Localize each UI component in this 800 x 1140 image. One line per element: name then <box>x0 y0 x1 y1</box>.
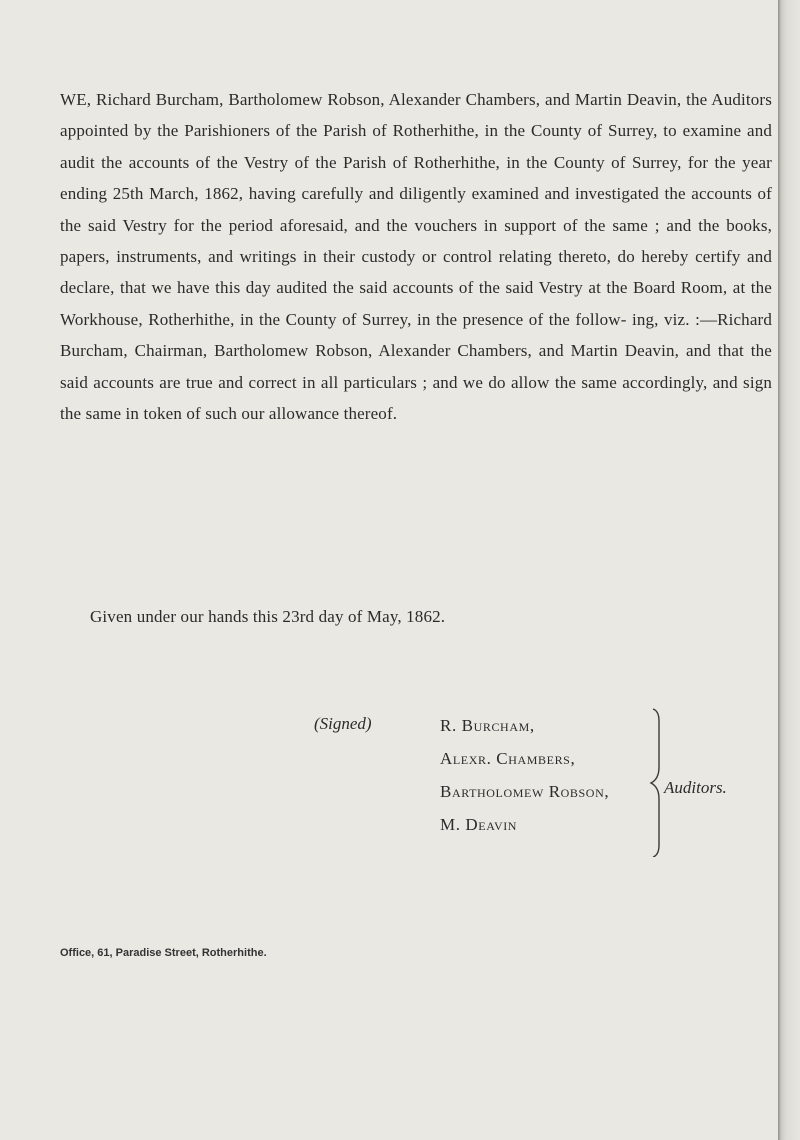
auditors-role-label: Auditors. <box>664 778 727 797</box>
office-address: Office, 61, Paradise Street, Rotherhithe. <box>60 947 267 959</box>
signatory-list <box>440 714 609 846</box>
certificate-paragraph: WE, Richard Burcham, Bartholomew Robson, Alexander Chambers, and Martin Deavin, the Auditors appointed by the Parishioners of the Parish of Rotherhithe, in the County of Surrey, to examine and audit the accounts of the Vestry of the Parish of Rotherhithe, in the County of Surrey, for the year ending 25th March, 1862, having carefully and diligently examined and investigated the accounts of the said Vestry for the period aforesaid, and the vouchers in support of the same ; and the books, papers, instruments, and writings in their custody or control relating thereto, do hereby certify and declare, that we have this day audited the said accounts of the said Vestry at the Board Room, at the Workhouse, Rotherhithe, in the County of Surrey, in the presence of the follow- ing, viz. :—Richard Burcham, Chairman, Bartholomew Robson, Alexander Chambers, and Martin Deavin, and that the said accounts are true and correct in all particulars ; and we do allow the same accordingly, and sign the same in token of such our allowance thereof. <box>60 90 772 424</box>
signatory-name: R. Burcham, <box>440 716 535 735</box>
signatory-name: Bartholomew Robson, <box>440 782 610 801</box>
given-under-hands-line: Given under our hands this 23rd day of May, 1862. <box>90 607 446 626</box>
certificate-body <box>60 84 772 429</box>
page-binding-edge <box>778 0 800 1140</box>
signatory-name: Alexr. Chambers, <box>440 749 576 768</box>
signatory-name: M. Deavin <box>440 815 518 834</box>
signed-label: (Signed) <box>314 714 372 733</box>
